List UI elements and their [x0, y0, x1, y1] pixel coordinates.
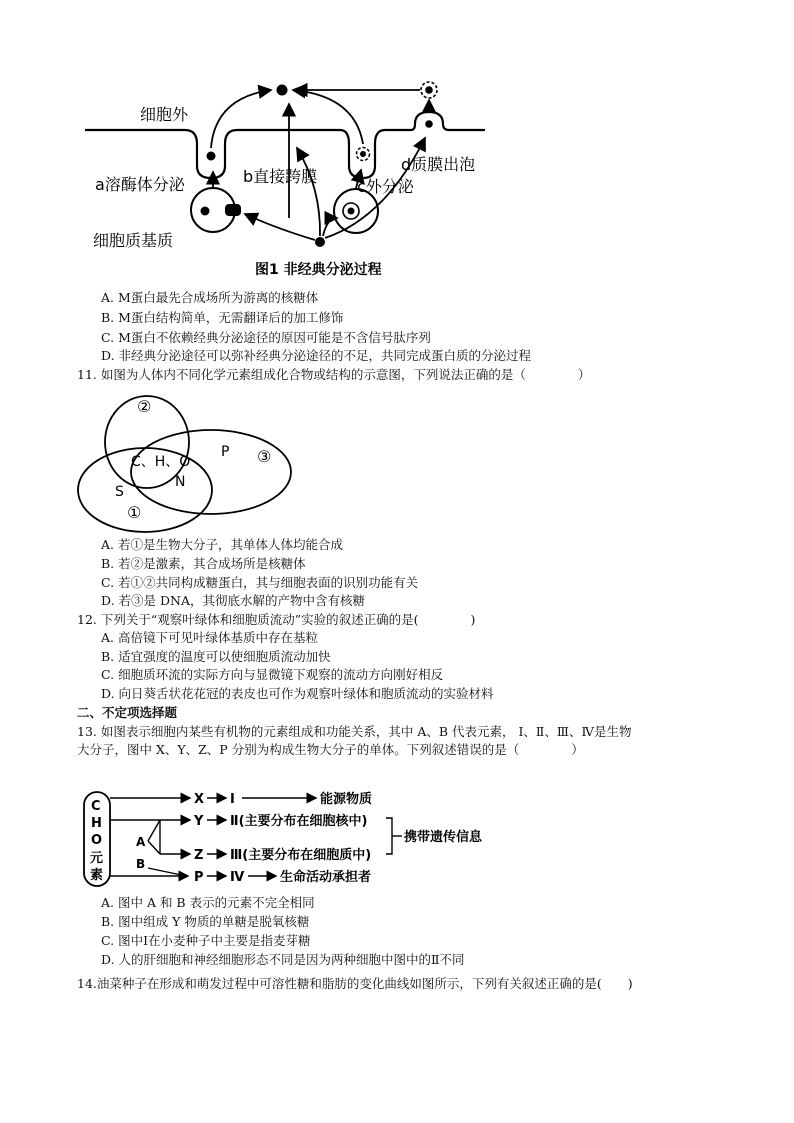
svg-text:生命活动承担者: 生命活动承担者	[280, 870, 372, 885]
q13-option-d: D. 人的肝细胞和神经细胞形态不同是因为两种细胞中图中的Ⅱ不同	[101, 952, 465, 967]
q12-option-d: D. 向日葵舌状花花冠的表皮也可作为观察叶绿体和胞质流动的实验材料	[101, 686, 494, 701]
q12-option-b: B. 适宜强度的温度可以使细胞质流动加快	[101, 649, 331, 664]
section-heading: 二、不定项选择题	[77, 705, 178, 720]
svg-text:③: ③	[257, 447, 272, 466]
svg-text:Ⅲ(主要分布在细胞质中): Ⅲ(主要分布在细胞质中)	[230, 848, 372, 863]
q13-option-c: C. 图中Ⅰ在小麦种子中主要是指麦芽糖	[101, 933, 311, 948]
svg-text:②: ②	[137, 397, 152, 416]
q11-option-c: C. 若①②共同构成糖蛋白，其与细胞表面的识别功能有关	[101, 575, 419, 590]
svg-text:B: B	[136, 857, 146, 871]
svg-text:O: O	[91, 833, 103, 848]
q10-option-b: B. M蛋白结构简单，无需翻译后的加工修饰	[101, 310, 344, 325]
q10-option-a: A. M蛋白最先合成场所为游离的核糖体	[101, 290, 319, 305]
q11-option-a: A. 若①是生物大分子，其单体人体均能合成	[101, 537, 343, 552]
svg-text:A: A	[136, 835, 146, 849]
svg-text:元: 元	[90, 851, 104, 866]
svg-text:P: P	[221, 444, 230, 460]
secreted-protein	[277, 85, 288, 96]
q10-option-c: C. M蛋白不依赖经典分泌途径的原因可能是不含信号肽序列	[101, 330, 431, 345]
svg-text:Z: Z	[194, 848, 204, 863]
svg-text:①: ①	[127, 503, 142, 522]
figure-nonclassical-secretion	[85, 68, 485, 283]
svg-text:P: P	[194, 870, 204, 885]
svg-text:X: X	[194, 792, 205, 807]
svg-text:C: C	[91, 799, 101, 814]
q13-stem-line2: 大分子，图中 X、Y、Z、P 分别为构成生物大分子的单体。下列叙述错误的是（ ）	[77, 742, 584, 757]
svg-text:S: S	[115, 484, 124, 500]
source-protein	[315, 237, 325, 247]
svg-text:Y: Y	[194, 814, 204, 829]
vesicle-d-budding	[425, 120, 433, 128]
label-a: a溶酶体分泌	[95, 175, 185, 194]
svg-text:Ⅳ: Ⅳ	[230, 870, 245, 885]
q14-stem: 14.油菜种子在形成和萌发过程中可溶性糖和脂肪的变化曲线如图所示，下列有关叙述正确的是( )	[77, 976, 633, 991]
q11-venn-diagram	[77, 384, 317, 534]
svg-text:H: H	[91, 816, 102, 831]
q13-option-b: B. 图中组成 Y 物质的单糖是脱氧核糖	[101, 914, 310, 929]
label-c: c外分泌	[357, 177, 414, 196]
label-cytoplasm: 细胞质基质	[93, 231, 174, 250]
q11-option-d: D. 若③是 DNA，其彻底水解的产物中含有核糖	[101, 593, 365, 608]
label-b: b直接跨膜	[243, 167, 318, 186]
q13-diagram	[80, 786, 500, 896]
svg-text:能源物质: 能源物质	[320, 792, 373, 807]
q12-option-c: C. 细胞质环流的实际方向与显微镜下观察的流动方向刚好相反	[101, 667, 444, 682]
svg-text:素: 素	[90, 868, 104, 883]
svg-text:Ⅱ(主要分布在细胞核中): Ⅱ(主要分布在细胞核中)	[230, 814, 368, 829]
q11-stem: 11. 如图为人体内不同化学元素组成化合物或结构的示意图，下列说法正确的是（ ）	[77, 367, 591, 382]
svg-text:Ⅰ: Ⅰ	[230, 792, 235, 807]
svg-text:C、H、O: C、H、O	[131, 454, 191, 470]
label-outside: 细胞外	[140, 105, 189, 124]
svg-text:携带遗传信息: 携带遗传信息	[404, 830, 483, 845]
q12-option-a: A. 高倍镜下可见叶绿体基质中存在基粒	[101, 630, 318, 645]
q12-stem: 12. 下列关于“观察叶绿体和细胞质流动”实验的叙述正确的是( )	[77, 612, 476, 627]
q10-option-d: D. 非经典分泌途径可以弥补经典分泌途径的不足，共同完成蛋白质的分泌过程	[101, 348, 532, 363]
q13-option-a: A. 图中 A 和 B 表示的元素不完全相同	[101, 895, 315, 910]
label-d: d质膜出泡	[401, 155, 476, 174]
q13-stem-line1: 13. 如图表示细胞内某些有机物的元素组成和功能关系，其中 A、B 代表元素， Ⅰ、Ⅱ、Ⅲ、Ⅳ是生物	[77, 724, 632, 739]
svg-text:N: N	[175, 474, 186, 490]
figure1-caption: 图1 非经典分泌过程	[255, 262, 382, 278]
q11-option-b: B. 若②是激素，其合成场所是核糖体	[101, 556, 306, 571]
